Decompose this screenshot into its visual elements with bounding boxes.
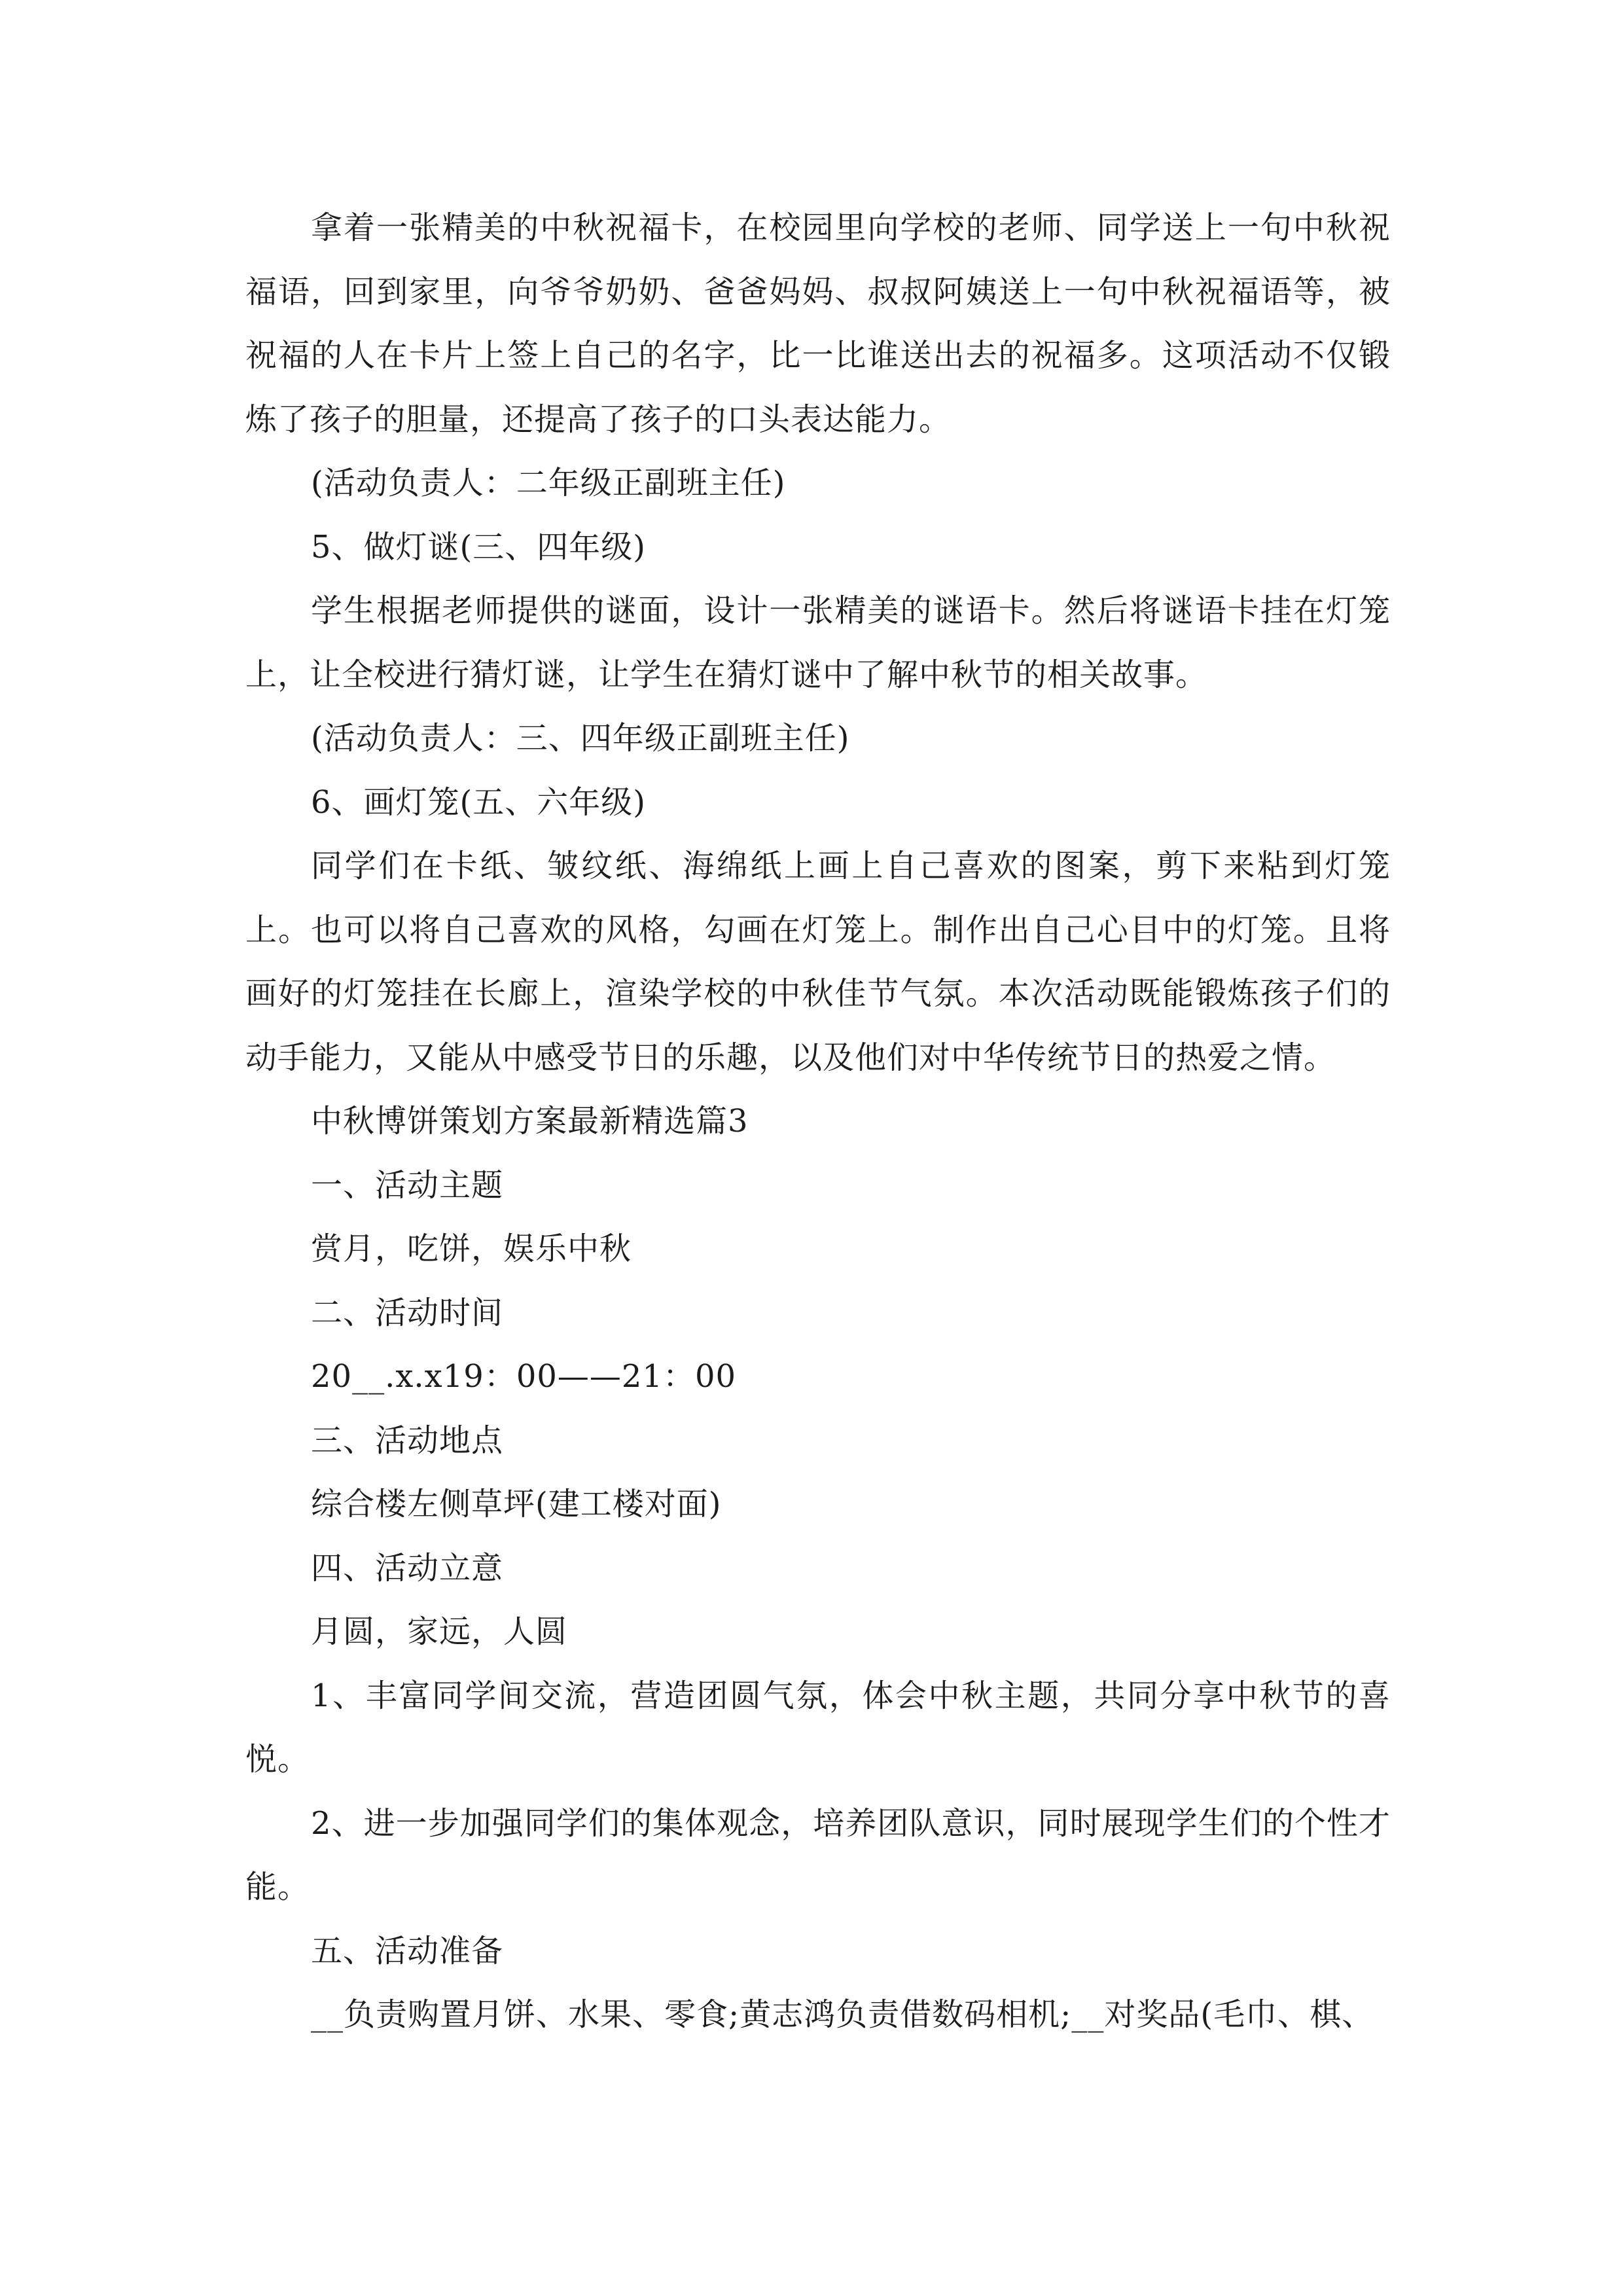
heading-lantern-riddles: 5、做灯谜(三、四年级): [311, 528, 646, 565]
paragraph-lantern-drawing: 同学们在卡纸、皱纹纸、海绵纸上画上自己喜欢的图案，剪下来粘到灯笼上。也可以将自己喜欢的风格，勾画在灯笼上。制作出自己心目中的灯笼。且将画好的灯笼挂在长廊上，渲染学校的中秋佳节气氛。本次活动既能锻炼孩子们的动手能力，又能从中感受节日的乐趣，以及他们对中华传统节日的热爱之情。: [245, 848, 1391, 1076]
paragraph-responsible-grade-two: (活动负责人：二年级正副班主任): [311, 465, 786, 501]
paragraph-activity-time: 20__.x.x19：00——21：00: [311, 1358, 737, 1395]
paragraph-purpose-item-2: 2、进一步加强同学们的集体观念，培养团队意识，同时展现学生们的个性才能。: [245, 1804, 1391, 1905]
paragraph-purpose-item-1: 1、丰富同学间交流，营造团圆气氛，体会中秋主题，共同分享中秋节的喜悦。: [245, 1677, 1391, 1778]
heading-activity-theme: 一、活动主题: [311, 1166, 504, 1204]
paragraph-mid-autumn-card: 拿着一张精美的中秋祝福卡，在校园里向学校的老师、同学送上一句中秋祝福语，回到家里，向爷爷奶奶、爸爸妈妈、叔叔阿姨送上一句中秋祝福语等，被祝福的人在卡片上签上自己的名字，比一比谁送出去的祝福多。这项活动不仅锻炼了孩子的胆量，还提高了孩子的口头表达能力。: [245, 209, 1391, 438]
heading-draw-lanterns: 6、画灯笼(五、六年级): [311, 783, 646, 821]
paragraph-activity-purpose: 月圆，家远，人圆: [311, 1613, 568, 1650]
heading-activity-preparation: 五、活动准备: [311, 1932, 504, 1969]
document-body: [245, 196, 1391, 2047]
paragraph-activity-theme: 赏月，吃饼，娱乐中秋: [311, 1230, 632, 1267]
heading-activity-time: 二、活动时间: [311, 1294, 504, 1331]
paragraph-activity-location: 综合楼左侧草坪(建工楼对面): [311, 1486, 722, 1522]
heading-activity-location: 三、活动地点: [311, 1422, 504, 1459]
paragraph-responsible-grade-three-four: (活动负责人：三、四年级正副班主任): [311, 720, 850, 757]
section-title-plan-3: 中秋博饼策划方案最新精选篇3: [311, 1103, 749, 1139]
heading-activity-purpose: 四、活动立意: [311, 1549, 504, 1587]
paragraph-riddle-cards: 学生根据老师提供的谜面，设计一张精美的谜语卡。然后将谜语卡挂在灯笼上，让全校进行猜灯谜，让学生在猜灯谜中了解中秋节的相关故事。: [245, 592, 1391, 693]
paragraph-activity-preparation: __负责购置月饼、水果、零食;黄志鸿负责借数码相机;__对奖品(毛巾、棋、: [311, 1996, 1374, 2033]
